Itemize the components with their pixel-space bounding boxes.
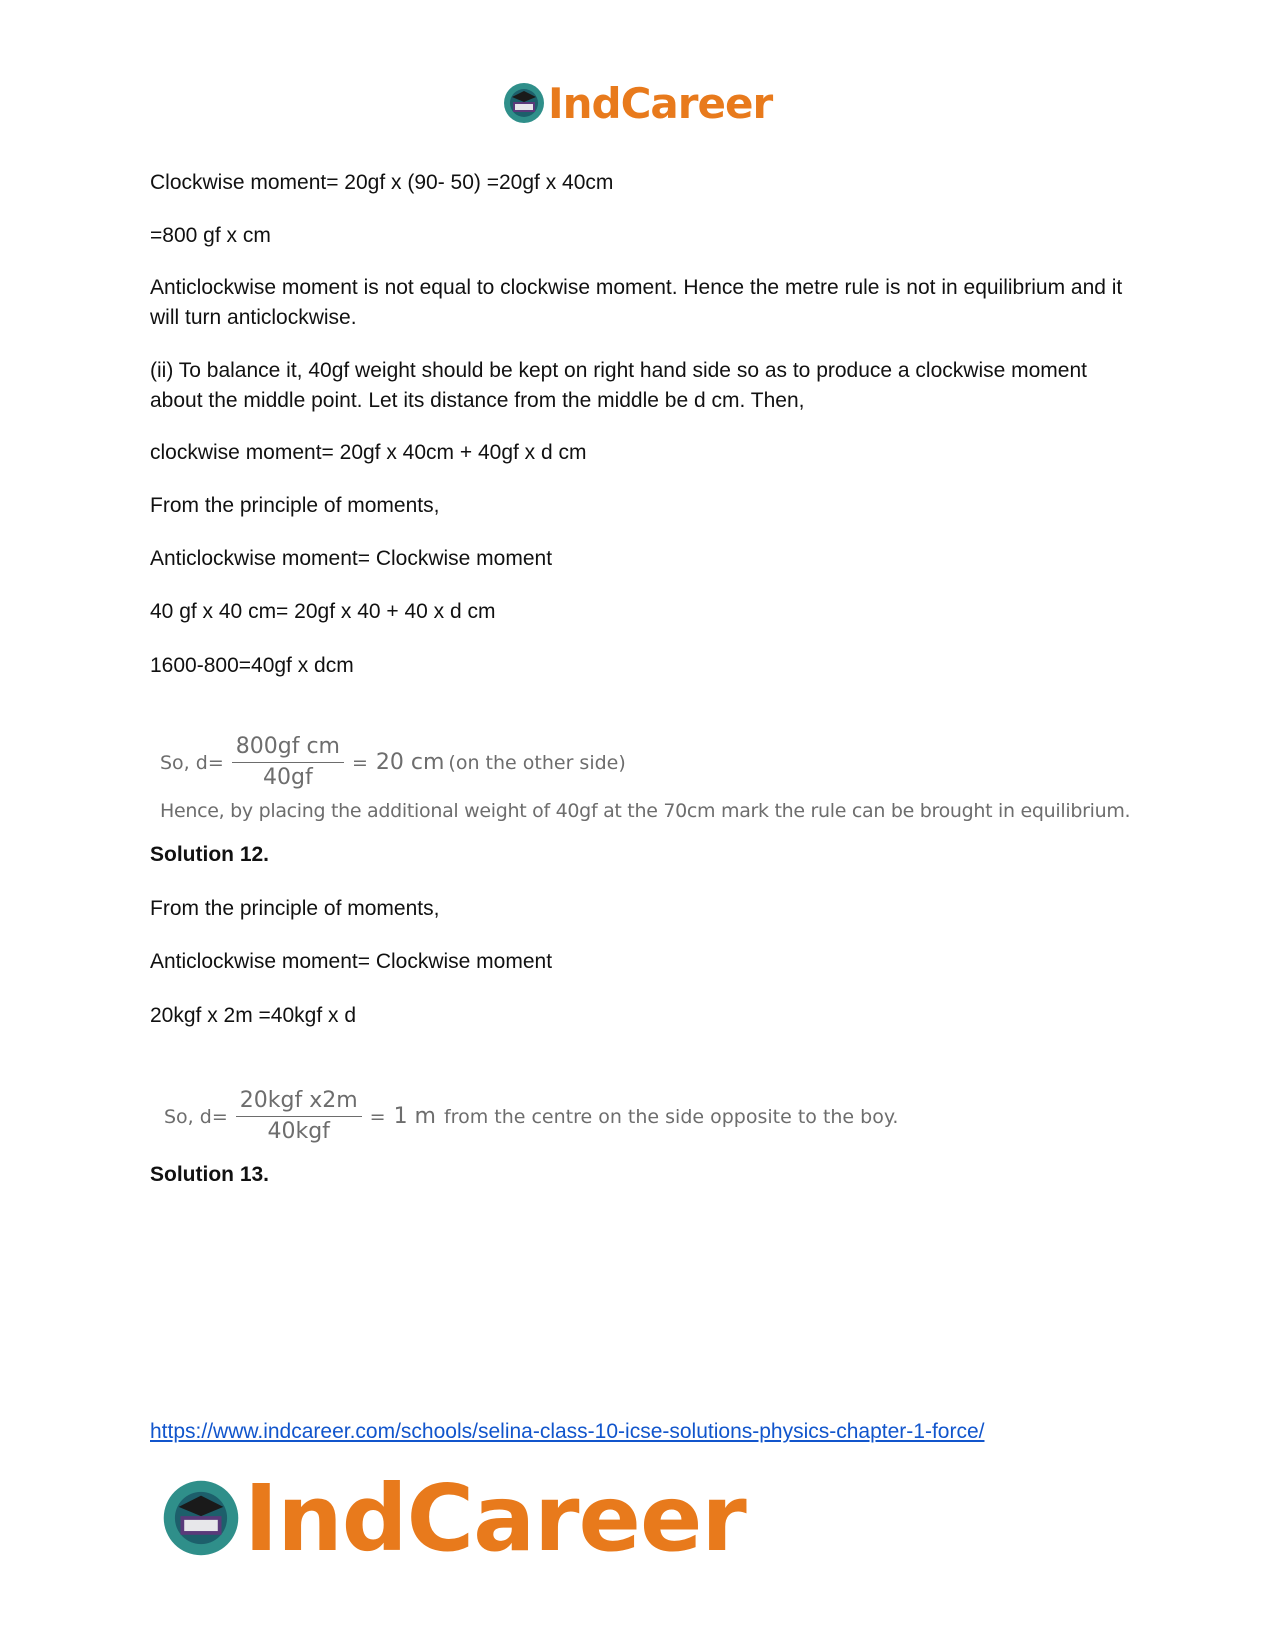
equation-value: 1 m <box>393 1104 436 1129</box>
logo-text: IndCareer <box>548 78 773 128</box>
paragraph: 40 gf x 40 cm= 20gf x 40 + 40 x d cm <box>150 600 496 623</box>
paragraph: Anticlockwise moment= Clockwise moment <box>150 547 553 570</box>
fraction-numerator: 20kgf x2m <box>236 1086 362 1117</box>
equation-label: So, d= <box>160 751 224 774</box>
fraction-denominator: 40kgf <box>267 1119 330 1144</box>
source-link[interactable]: https://www.indcareer.com/schools/selina-class-10-icse-solutions-physics-chapter-1-force/ <box>150 1420 985 1443</box>
fraction <box>236 1086 362 1147</box>
equation-image <box>160 732 626 793</box>
equation-image <box>164 1086 898 1147</box>
solution-heading: Solution 12. <box>150 843 270 866</box>
equation-value: 20 cm <box>375 750 445 775</box>
footer-logo <box>160 1464 746 1572</box>
equals-sign: = <box>369 1105 386 1128</box>
paragraph: From the principle of moments, <box>150 494 440 517</box>
paragraph: 20kgf x 2m =40kgf x d <box>150 1004 357 1027</box>
equation-note: (on the other side) <box>448 751 626 774</box>
paragraph: Anticlockwise moment is not equal to clockwise moment. Hence the metre rule is not in equilibrium and it will turn anticlockwise. <box>150 276 1123 329</box>
logo-text: IndCareer <box>244 1464 746 1572</box>
paragraph: Anticlockwise moment= Clockwise moment <box>150 950 553 973</box>
equation-note: from the centre on the side opposite to the boy. <box>443 1105 899 1128</box>
equation-label: So, d= <box>164 1105 228 1128</box>
fraction-numerator: 800gf cm <box>232 732 344 763</box>
fraction-denominator: 40gf <box>263 765 313 790</box>
paragraph: (ii) To balance it, 40gf weight should be kept on right hand side so as to produce a clockwise moment about the middle point. Let its distance from the middle be d cm. Then, <box>150 359 1087 412</box>
graduation-book-icon <box>160 1477 242 1559</box>
graduation-book-icon <box>502 81 546 125</box>
equals-sign: = <box>351 751 368 774</box>
equation-conclusion: Hence, by placing the additional weight of 40gf at the 70cm mark the rule can be brought in equilibrium. <box>160 800 1131 822</box>
paragraph: clockwise moment= 20gf x 40cm + 40gf x d cm <box>150 441 587 464</box>
paragraph: From the principle of moments, <box>150 897 440 920</box>
paragraph: 1600-800=40gf x dcm <box>150 654 354 677</box>
solution-heading: Solution 13. <box>150 1163 270 1186</box>
fraction <box>232 732 344 793</box>
header-logo <box>502 78 772 128</box>
paragraph: =800 gf x cm <box>150 224 271 247</box>
paragraph: Clockwise moment= 20gf x (90- 50) =20gf x 40cm <box>150 171 614 194</box>
